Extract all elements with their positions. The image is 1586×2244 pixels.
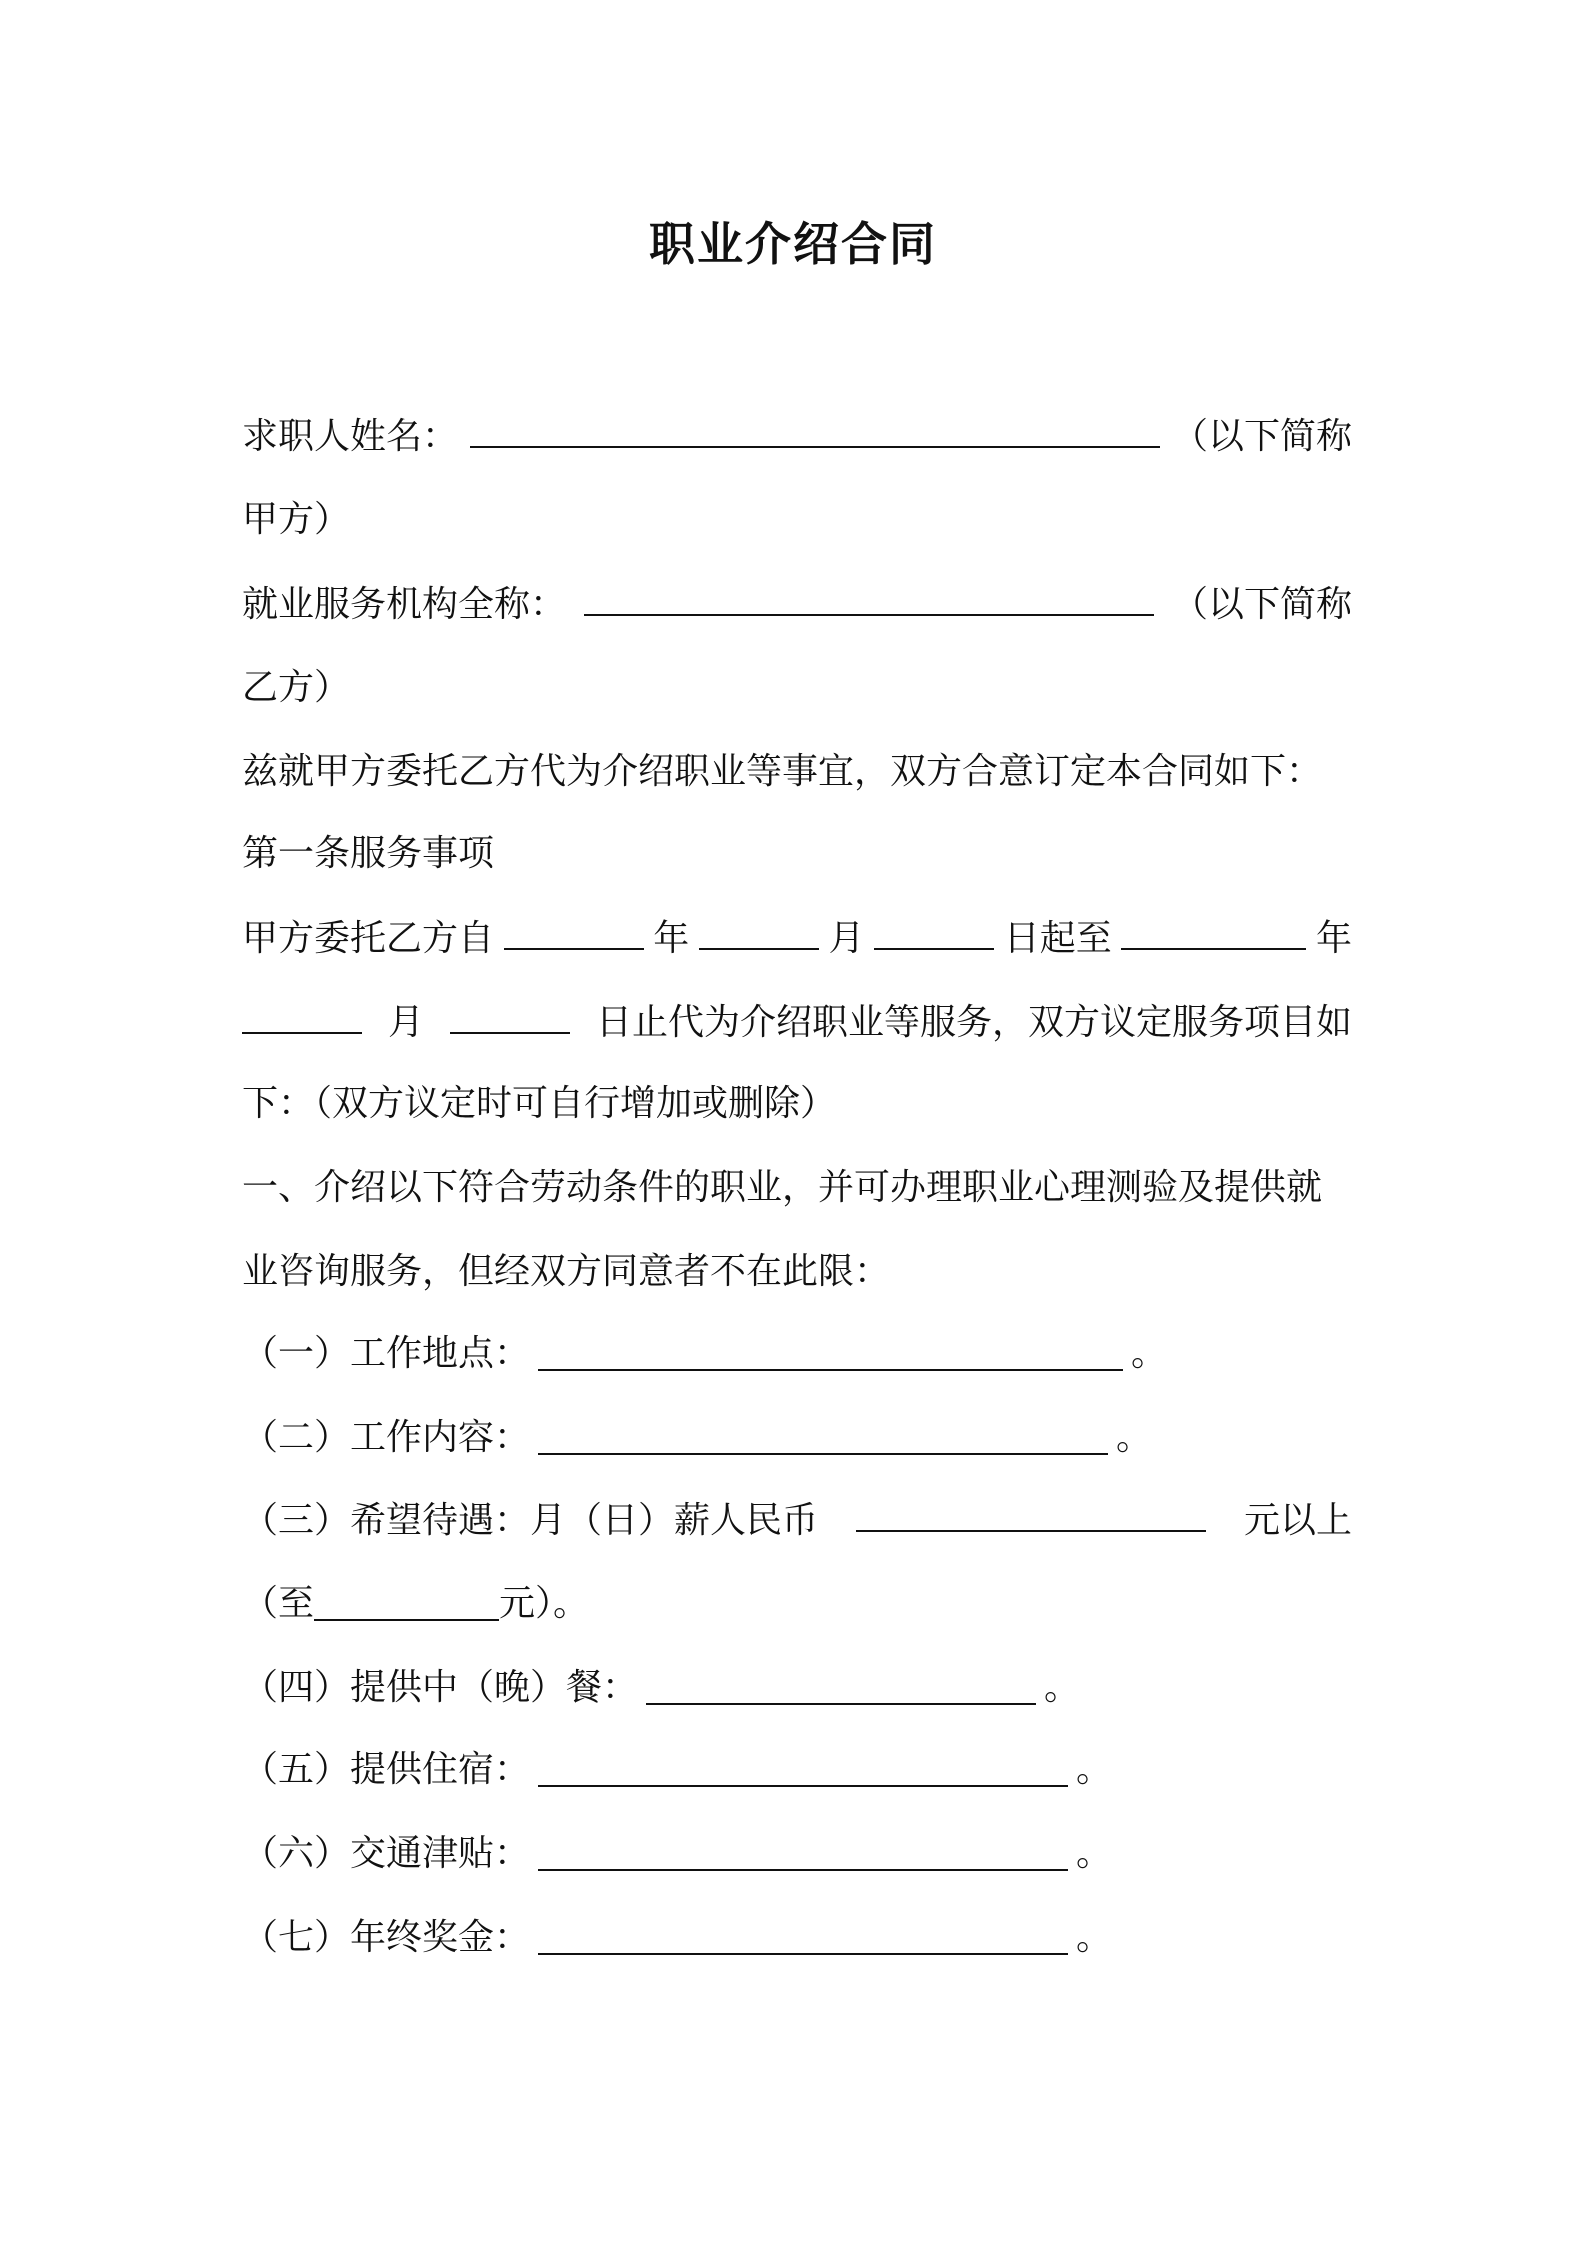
year-end-bonus-blank[interactable] xyxy=(538,1911,1068,1955)
start-year-blank[interactable] xyxy=(504,906,644,950)
article-1-heading: 第一条服务事项 xyxy=(242,833,495,874)
service-period-intro: 甲方委托乙方自 xyxy=(242,918,495,959)
start-day-blank[interactable] xyxy=(874,906,994,950)
work-content-line xyxy=(242,1406,1152,1470)
party-a-label: 甲方） xyxy=(242,499,351,540)
period-mark: 。 xyxy=(1131,1333,1168,1374)
salary-max-suffix: 元）。 xyxy=(499,1583,590,1624)
meal-provision-blank[interactable] xyxy=(646,1661,1036,1705)
month-label-start: 月 xyxy=(828,918,865,959)
period-mark: 。 xyxy=(1076,1833,1113,1874)
salary-max-prefix: （至 xyxy=(242,1583,315,1624)
year-label-end: 年 xyxy=(1315,918,1352,959)
work-content-label: （二）工作内容： xyxy=(242,1417,531,1458)
period-mark: 。 xyxy=(1116,1417,1153,1458)
salary-max-line xyxy=(242,1572,589,1636)
abbreviation-note-a: （以下简称 xyxy=(1171,416,1352,457)
work-content-blank[interactable] xyxy=(538,1411,1108,1455)
expected-salary-line xyxy=(242,1488,1352,1552)
agency-name-label: 就业服务机构全称： xyxy=(242,584,567,625)
start-day-label: 日起至 xyxy=(1003,918,1112,959)
year-end-bonus-line xyxy=(242,1906,1112,1970)
job-seeker-name-line xyxy=(242,404,1352,468)
agency-name-line xyxy=(242,572,1352,636)
agency-name-blank[interactable] xyxy=(584,572,1154,616)
transport-allowance-line xyxy=(242,1822,1112,1886)
meal-provision-label: （四）提供中（晚）餐： xyxy=(242,1667,639,1708)
accommodation-blank[interactable] xyxy=(538,1743,1068,1787)
year-label-start: 年 xyxy=(653,918,690,959)
clause-1-text-a: 一、介绍以下符合劳动条件的职业，并可办理职业心理测验及提供就 xyxy=(242,1167,1323,1208)
meal-provision-line xyxy=(242,1656,1080,1720)
accommodation-label: （五）提供住宿： xyxy=(242,1749,531,1790)
job-seeker-name-label: 求职人姓名： xyxy=(242,416,459,457)
party-b-label: 乙方） xyxy=(242,667,351,708)
transport-allowance-blank[interactable] xyxy=(538,1827,1068,1871)
document-title: 职业介绍合同 xyxy=(649,217,937,271)
start-month-blank[interactable] xyxy=(699,906,819,950)
service-period-conclusion: 日止代为介绍职业等服务，双方议定服务项目如 xyxy=(595,1002,1352,1043)
end-month-blank[interactable] xyxy=(242,990,362,1034)
accommodation-line xyxy=(242,1738,1112,1802)
salary-min-suffix: 元以上 xyxy=(1243,1500,1352,1541)
clause-1-text-b: 业咨询服务，但经双方同意者不在此限： xyxy=(242,1251,891,1292)
period-mark: 。 xyxy=(1044,1667,1081,1708)
service-period-line-1 xyxy=(242,906,1352,970)
contract-preamble: 兹就甲方委托乙方代为介绍职业等事宜，双方合意订定本合同如下： xyxy=(242,751,1323,792)
salary-min-blank[interactable] xyxy=(856,1488,1206,1532)
month-label-end: 月 xyxy=(387,1002,424,1043)
salary-max-blank[interactable] xyxy=(314,1577,499,1621)
year-end-bonus-label: （七）年终奖金： xyxy=(242,1917,531,1958)
period-mark: 。 xyxy=(1076,1917,1113,1958)
service-period-line-2 xyxy=(242,990,1352,1054)
work-location-blank[interactable] xyxy=(538,1327,1123,1371)
expected-salary-label: （三）希望待遇：月（日）薪人民币 xyxy=(242,1500,819,1541)
service-items-note: 下：（双方议定时可自行增加或删除） xyxy=(242,1083,837,1124)
work-location-line xyxy=(242,1322,1167,1386)
end-day-blank[interactable] xyxy=(450,990,570,1034)
job-seeker-name-blank[interactable] xyxy=(470,404,1160,448)
transport-allowance-label: （六）交通津贴： xyxy=(242,1833,531,1874)
abbreviation-note-b: （以下简称 xyxy=(1171,584,1352,625)
work-location-label: （一）工作地点： xyxy=(242,1333,531,1374)
period-mark: 。 xyxy=(1076,1749,1113,1790)
end-year-blank[interactable] xyxy=(1121,906,1306,950)
